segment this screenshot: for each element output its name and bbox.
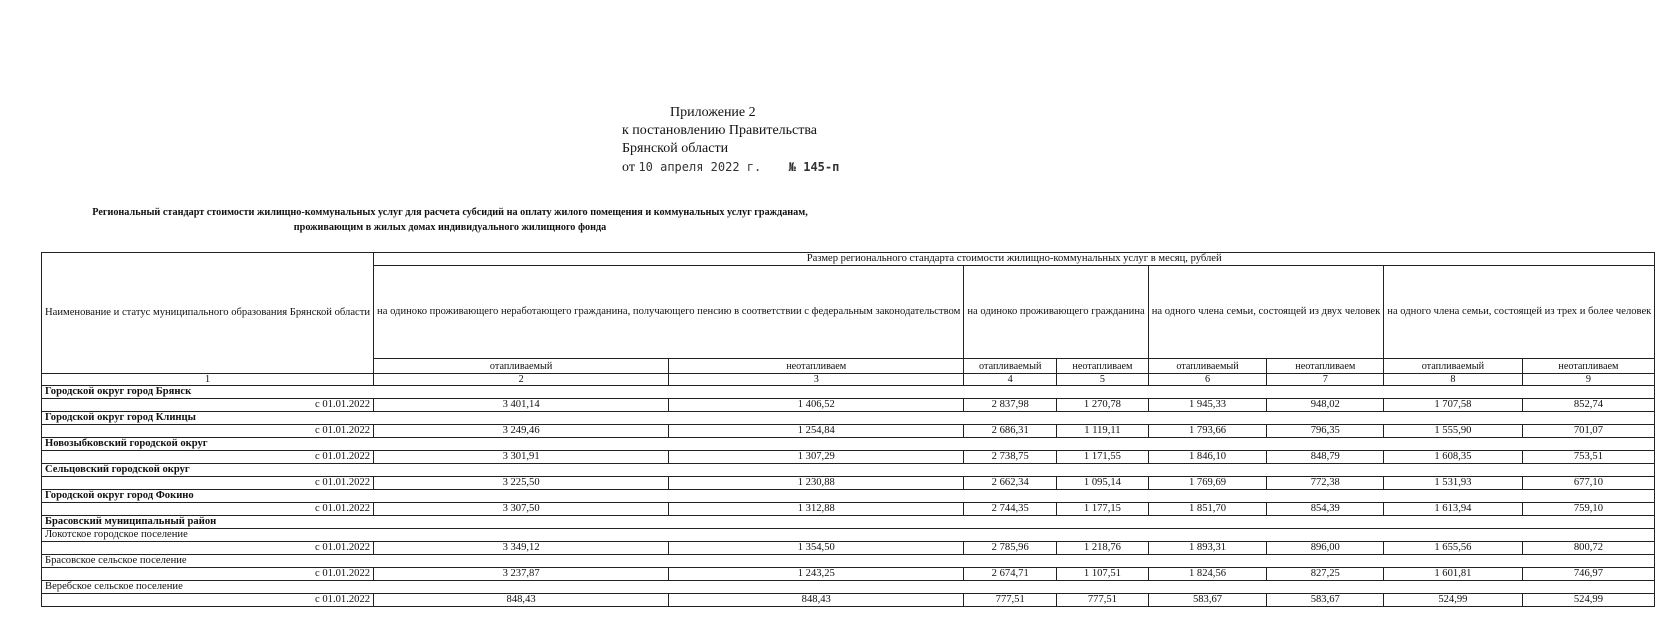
row-value: 772,38 [1267, 477, 1384, 490]
column-number: 1 [42, 374, 374, 386]
document-title [40, 205, 860, 235]
municipality-row [42, 516, 1655, 529]
row-value: 777,51 [1057, 594, 1149, 607]
row-value: 2 837,98 [964, 399, 1057, 412]
subheader-unheated: неотапливаем [1522, 359, 1655, 374]
row-value: 1 655,56 [1384, 542, 1522, 555]
municipality-name: Городской округ город Фокино [42, 490, 1655, 503]
municipality-row [42, 438, 1655, 451]
table-row [42, 594, 1655, 607]
row-date: с 01.01.2022 [42, 399, 374, 412]
row-value: 2 738,75 [964, 451, 1057, 464]
column-number: 7 [1267, 374, 1384, 386]
row-value: 1 893,31 [1148, 542, 1267, 555]
name-column-header: Наименование и статус муниципального образования Брянской области [42, 253, 374, 374]
row-date: с 01.01.2022 [42, 451, 374, 464]
row-value: 3 237,87 [374, 568, 669, 581]
municipality-name: Городской округ город Клинцы [42, 412, 1655, 425]
row-value: 677,10 [1522, 477, 1655, 490]
group-header-pensioner: на одиноко проживающего неработающего гражданина, получающего пенсию в соответствии с федеральным законодательством [374, 266, 964, 359]
row-value: 3 307,50 [374, 503, 669, 516]
subheader-heated: отапливаемый [964, 359, 1057, 374]
municipality-name: Сельцовский городской округ [42, 464, 1655, 477]
row-value: 2 662,34 [964, 477, 1057, 490]
row-value: 1 601,81 [1384, 568, 1522, 581]
group-header-family-two: на одного члена семьи, состоящей из двух человек [1148, 266, 1384, 359]
row-value: 1 824,56 [1148, 568, 1267, 581]
row-value: 854,39 [1267, 503, 1384, 516]
subheader-unheated: неотапливаем [1267, 359, 1384, 374]
subheader-unheated: неотапливаем [1057, 359, 1149, 374]
table-row [42, 503, 1655, 516]
subheader-heated: отапливаемый [1148, 359, 1267, 374]
row-value: 1 613,94 [1384, 503, 1522, 516]
row-date: с 01.01.2022 [42, 503, 374, 516]
row-date: с 01.01.2022 [42, 542, 374, 555]
appendix-line-resolution: к постановлению Правительства [622, 123, 818, 138]
municipality-row [42, 412, 1655, 425]
municipality-row [42, 464, 1655, 477]
row-value: 2 785,96 [964, 542, 1057, 555]
row-value: 1 945,33 [1148, 399, 1267, 412]
row-value: 1 177,15 [1057, 503, 1149, 516]
table-row [42, 399, 1655, 412]
table-row [42, 425, 1655, 438]
row-value: 852,74 [1522, 399, 1655, 412]
appendix-date: 10 апреля 2022 г. [638, 160, 762, 174]
row-value: 1 119,11 [1057, 425, 1149, 438]
municipality-row [42, 386, 1655, 399]
appendix-block [622, 104, 839, 177]
row-value: 3 401,14 [374, 399, 669, 412]
settlement-name: Локотское городское поселение [42, 529, 1655, 542]
group-header-single: на одиноко проживающего гражданина [964, 266, 1148, 359]
row-value: 746,97 [1522, 568, 1655, 581]
row-value: 1 307,29 [669, 451, 964, 464]
row-value: 1 406,52 [669, 399, 964, 412]
table-row [42, 477, 1655, 490]
row-value: 1 254,84 [669, 425, 964, 438]
size-column-header: Размер регионального стандарта стоимости жилищно-коммунальных услуг в месяц, рублей [374, 253, 1655, 266]
settlement-name: Брасовское сельское поселение [42, 555, 1655, 568]
row-value: 1 095,14 [1057, 477, 1149, 490]
row-date: с 01.01.2022 [42, 425, 374, 438]
table-row [42, 451, 1655, 464]
row-date: с 01.01.2022 [42, 594, 374, 607]
row-value: 800,72 [1522, 542, 1655, 555]
row-value: 1 312,88 [669, 503, 964, 516]
row-value: 1 270,78 [1057, 399, 1149, 412]
row-value: 1 707,58 [1384, 399, 1522, 412]
column-number: 3 [669, 374, 964, 386]
row-value: 1 354,50 [669, 542, 964, 555]
appendix-from: от [622, 160, 635, 175]
row-value: 848,79 [1267, 451, 1384, 464]
appendix-line-region: Брянской области [622, 141, 729, 156]
row-value: 2 744,35 [964, 503, 1057, 516]
row-value: 524,99 [1384, 594, 1522, 607]
column-number: 5 [1057, 374, 1149, 386]
row-value: 1 846,10 [1148, 451, 1267, 464]
row-value: 827,25 [1267, 568, 1384, 581]
settlement-row [42, 529, 1655, 542]
appendix-title: Приложение 2 [670, 105, 756, 120]
row-value: 701,07 [1522, 425, 1655, 438]
row-value: 3 225,50 [374, 477, 669, 490]
row-value: 1 608,35 [1384, 451, 1522, 464]
row-date: с 01.01.2022 [42, 477, 374, 490]
subheader-heated: отапливаемый [1384, 359, 1522, 374]
column-number: 6 [1148, 374, 1267, 386]
row-value: 1 107,51 [1057, 568, 1149, 581]
document-title-line-1: Региональный стандарт стоимости жилищно-коммунальных услуг для расчета субсидий на оплату жилого помещения и коммунальных услуг гражданам, [92, 207, 808, 218]
row-value: 1 769,69 [1148, 477, 1267, 490]
municipality-name: Городской округ город Брянск [42, 386, 1655, 399]
row-value: 1 243,25 [669, 568, 964, 581]
row-value: 753,51 [1522, 451, 1655, 464]
row-date: с 01.01.2022 [42, 568, 374, 581]
row-value: 1 230,88 [669, 477, 964, 490]
row-value: 1 171,55 [1057, 451, 1149, 464]
row-value: 1 531,93 [1384, 477, 1522, 490]
column-number: 2 [374, 374, 669, 386]
row-value: 583,67 [1267, 594, 1384, 607]
municipality-row [42, 490, 1655, 503]
column-number-row [42, 374, 1655, 386]
settlement-row [42, 555, 1655, 568]
appendix-date-line [622, 158, 839, 177]
row-value: 3 349,12 [374, 542, 669, 555]
row-value: 2 674,71 [964, 568, 1057, 581]
document-title-line-2: проживающим в жилых домах индивидуального жилищного фонда [293, 222, 607, 233]
row-value: 3 249,46 [374, 425, 669, 438]
row-value: 848,43 [669, 594, 964, 607]
row-value: 896,00 [1267, 542, 1384, 555]
subheader-heated: отапливаемый [374, 359, 669, 374]
row-value: 3 301,91 [374, 451, 669, 464]
appendix-number: № 145-п [788, 160, 840, 174]
row-value: 777,51 [964, 594, 1057, 607]
standards-table [41, 252, 1655, 607]
table-body [42, 386, 1655, 607]
row-value: 1 555,90 [1384, 425, 1522, 438]
row-value: 1 851,70 [1148, 503, 1267, 516]
row-value: 1 793,66 [1148, 425, 1267, 438]
row-value: 848,43 [374, 594, 669, 607]
column-number: 4 [964, 374, 1057, 386]
settlement-row [42, 581, 1655, 594]
row-value: 796,35 [1267, 425, 1384, 438]
column-number: 8 [1384, 374, 1522, 386]
settlement-name: Веребское сельское поселение [42, 581, 1655, 594]
group-header-family-three: на одного члена семьи, состоящей из трех и более человек [1384, 266, 1655, 359]
row-value: 759,10 [1522, 503, 1655, 516]
table-row [42, 568, 1655, 581]
municipality-name: Новозыбковский городской округ [42, 438, 1655, 451]
row-value: 948,02 [1267, 399, 1384, 412]
row-value: 524,99 [1522, 594, 1655, 607]
row-value: 1 218,76 [1057, 542, 1149, 555]
subheader-unheated: неотапливаем [669, 359, 964, 374]
row-value: 583,67 [1148, 594, 1267, 607]
column-number: 9 [1522, 374, 1655, 386]
table-row [42, 542, 1655, 555]
row-value: 2 686,31 [964, 425, 1057, 438]
municipality-name: Брасовский муниципальный район [42, 516, 1655, 529]
